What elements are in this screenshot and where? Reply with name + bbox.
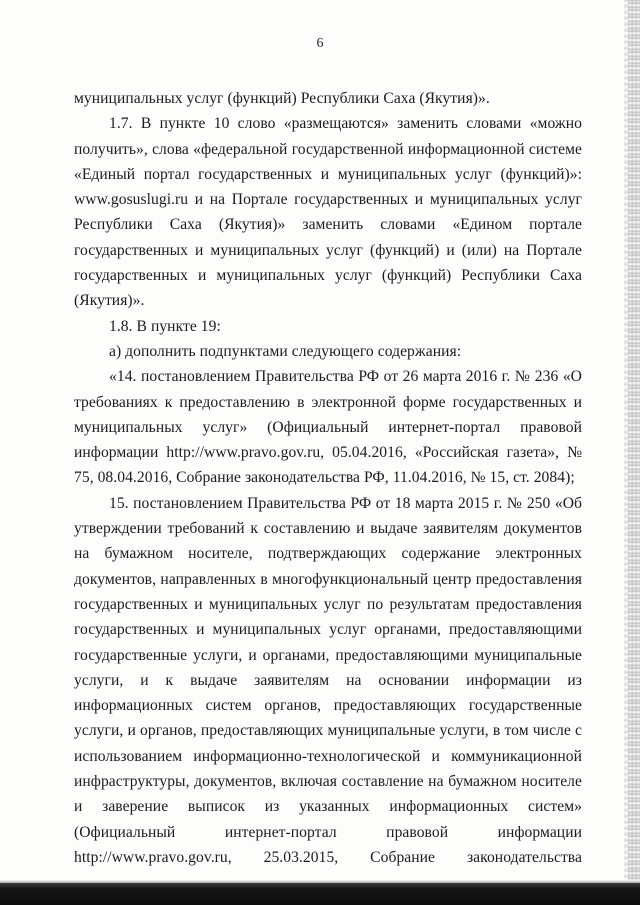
- paragraph-item-1-7: 1.7. В пункте 10 слово «размещаются» заменить словами «можно получить», слова «федеральной государственной информационной системе «Единый портал государственных и муниципальных услуг (функций)»: www.gosuslugi.ru и на Портале государственных и муниципальных услуг Республики Саха (Якутия)» заменить словами «Едином портале государственных и муниципальных услуг (функций) и (или) на Портале государственных и муниципальных услуг (функций) Республики Саха (Якутия)».: [74, 115, 582, 310]
- paragraph-subitem-a: а) дополнить подпунктами следующего содержания:: [109, 342, 462, 360]
- paragraph-item-1-8: 1.8. В пункте 19:: [109, 317, 221, 335]
- scan-edge-bottom: [0, 883, 640, 905]
- document-body: [74, 86, 582, 870]
- page-number: 6: [316, 36, 324, 51]
- paragraph-subitem-14: «14. постановлением Правительства РФ от 26 марта 2016 г. № 236 «О требованиях к предоставлению в электронной форме государственных и муниципальных услуг» (Официальный интернет-портал правовой информации http://www.pravo.gov.ru, 05.04.2016, «Российская газета», № 75, 08.04.2016, Собрание законодательства РФ, 11.04.2016, № 15, ст. 2084);: [74, 368, 582, 487]
- paragraph-subitem-15: 15. постановлением Правительства РФ от 18 марта 2015 г. № 250 «Об утверждении требований к составлению и выдаче заявителям документов на бумажном носителе, подтверждающих содержание электронных документов, направленных в многофункциональный центр предоставления государственных и муниципальных услуг по результатам предоставления государственных и муниципальных услуг органами, предоставляющими государственные услуги, и органами, предоставляющими муниципальные услуги, и к выдаче заявителям на основании информации из информационных систем органов, предоставляющих государственные услуги, и органов, предоставляющих муниципальные услуги, в том числе с использованием информационно-технологической и коммуникационной инфраструктуры, документов, включая составление на бумажном носителе и заверение выписок из указанных информационных систем» (Официальный интернет-портал правовой информации http://www.pravo.gov.ru, 25.03.2015, Собрание законодательства: [74, 494, 582, 866]
- paragraph-continuation: муниципальных услуг (функций) Республики Саха (Якутия)».: [74, 90, 490, 107]
- scan-edge-right: [628, 0, 640, 880]
